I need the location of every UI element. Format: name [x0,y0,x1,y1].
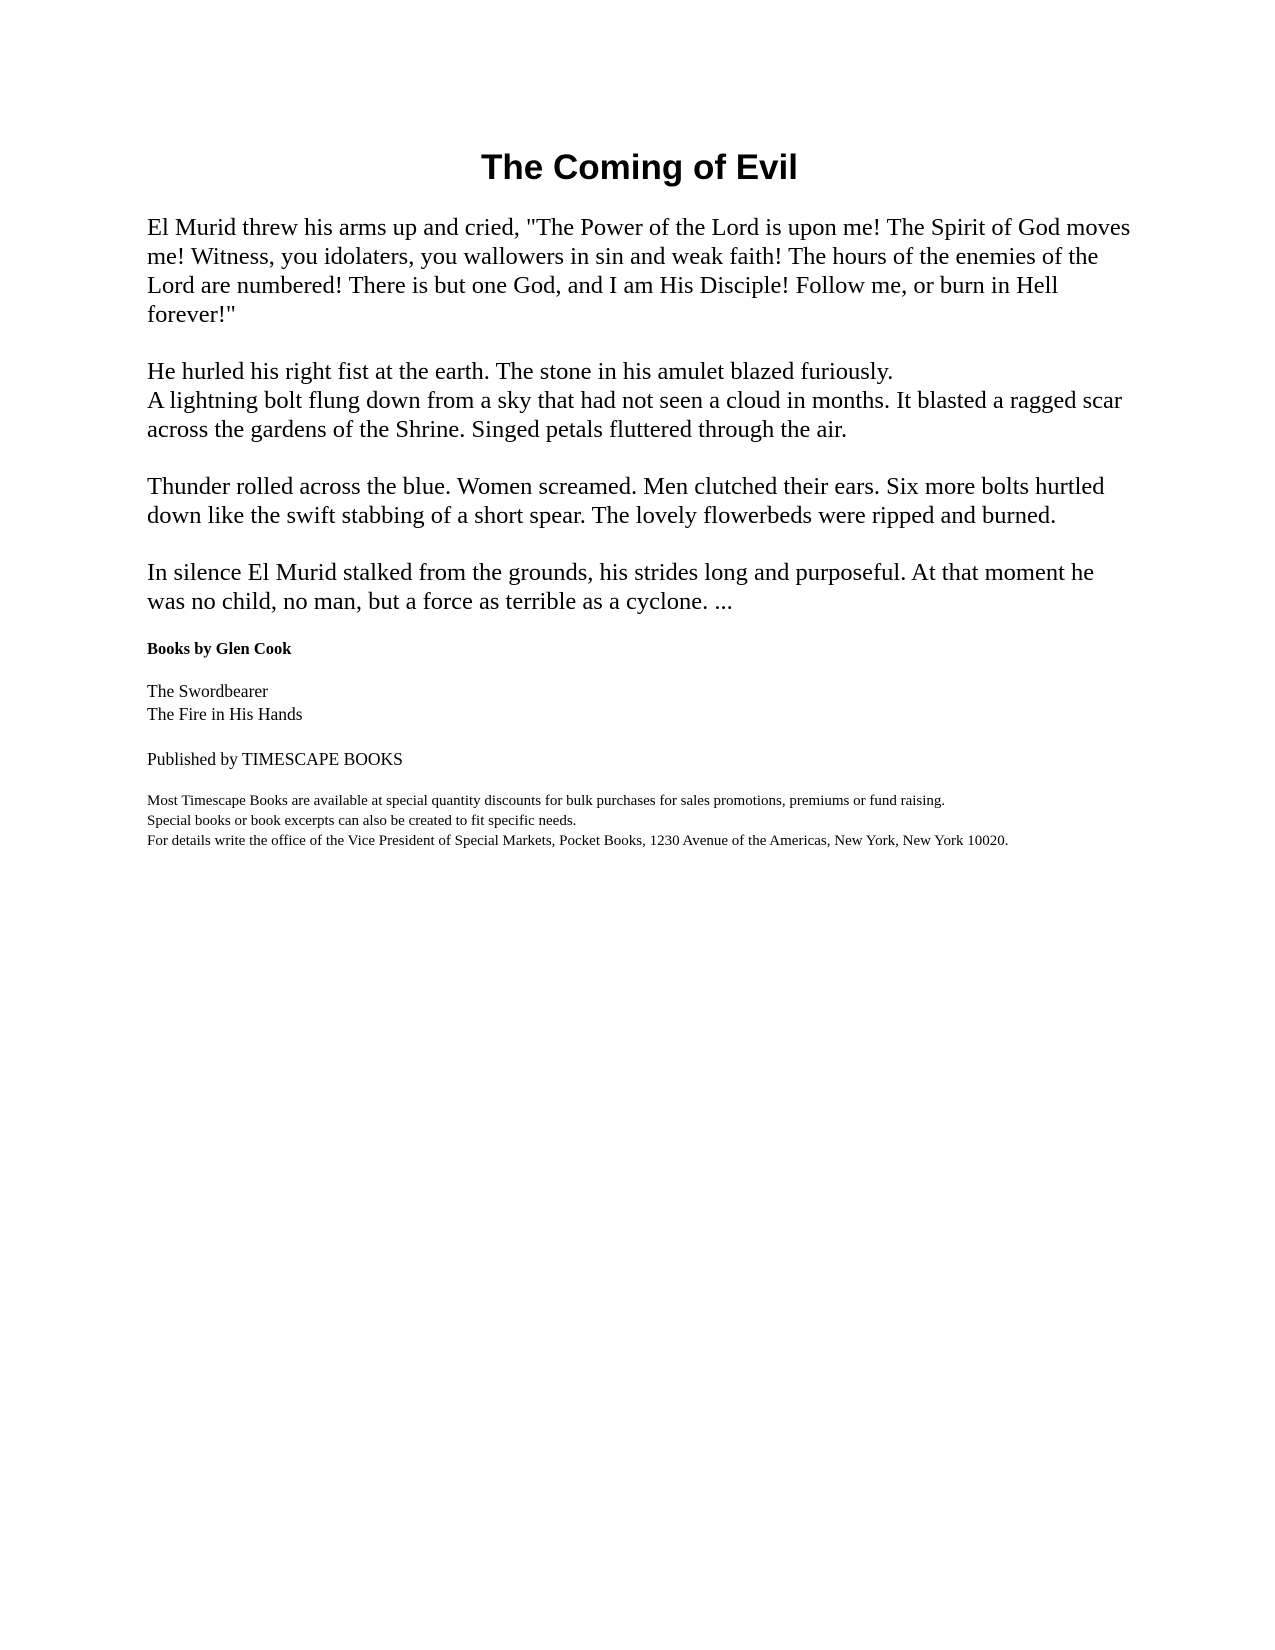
publisher-line: Published by TIMESCAPE BOOKS [147,749,403,769]
story-paragraph-2-line-1: He hurled his right fist at the earth. The stone in his amulet blazed furiously. [147,358,894,385]
document-page [147,0,1132,851]
fine-print-line-2: Special books or book excerpts can also be created to fit specific needs. [147,813,577,829]
fine-print-line-3: For details write the office of the Vice President of Special Markets, Pocket Books, 1230 Avenue of the Americas, New York, New York 10020. [147,833,1009,849]
fine-print-line-1: Most Timescape Books are available at special quantity discounts for bulk purchases for sales promotions, premiums or fund raising. [147,793,946,809]
page-title: The Coming of Evil [481,148,798,187]
story-paragraph-1: El Murid threw his arms up and cried, "The Power of the Lord is upon me! The Spirit of God moves me! Witness, you idolaters, you wallowers in sin and weak faith! The hours of the enemies of the Lord are numbered! There is but one God, and I am His Disciple! Follow me, or burn in Hell forever!" [147,214,1131,328]
book-list [147,680,1132,726]
story-paragraph-3: Thunder rolled across the blue. Women screamed. Men clutched their ears. Six more bolts hurtled down like the swift stabbing of a short spear. The lovely flowerbeds were ripped and burned. [147,473,1105,529]
books-heading: Books by Glen Cook [147,639,292,658]
story-paragraph-4: In silence El Murid stalked from the grounds, his strides long and purposeful. At that moment he was no child, no man, but a force as terrible as a cyclone. ... [147,559,1095,615]
fine-print [147,791,1132,851]
story-excerpt [147,213,1132,616]
book-title: The Swordbearer [147,681,268,701]
story-paragraph-2 [147,357,1132,444]
story-paragraph-2-line-2: A lightning bolt flung down from a sky that had not seen a cloud in months. It blasted a ragged scar across the gardens of the Shrine. Singed petals fluttered through the air. [147,387,1123,443]
book-title: The Fire in His Hands [147,704,303,724]
